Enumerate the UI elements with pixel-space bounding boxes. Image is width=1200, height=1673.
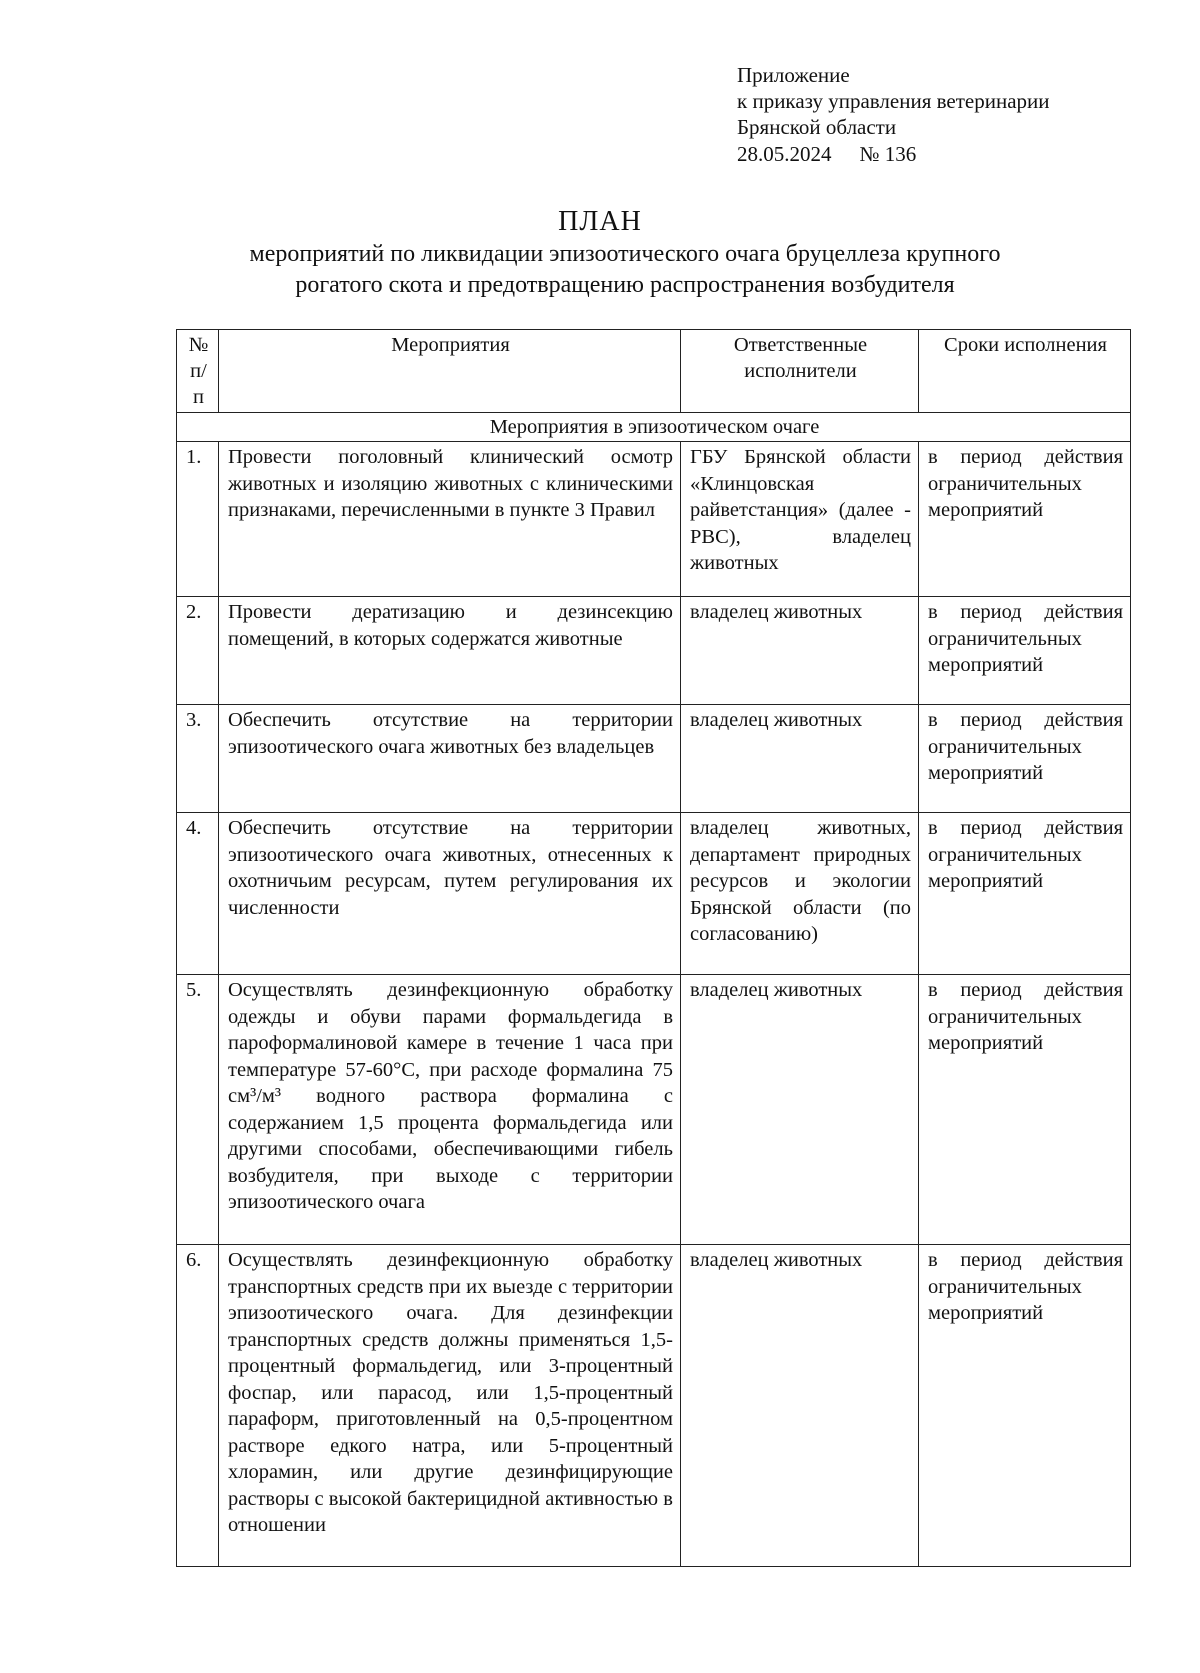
section-row [177,413,1131,442]
table-row [177,705,1131,813]
order-number: № 136 [859,142,917,166]
table-row [177,813,1131,975]
table-row [177,975,1131,1245]
appendix-line-3: Брянской области [737,115,897,139]
row-num: 6. [177,1245,219,1567]
page-subtitle [150,239,1100,301]
row-responsible: владелец животных [681,1245,919,1567]
appendix-line-1: Приложение [737,63,850,87]
row-deadline: в период действия ограничительных мероприятий [919,1245,1131,1567]
row-responsible: владелец животных, департамент природных ресурсов и экологии Брянской области (по согласованию) [681,813,919,975]
row-activity: Осуществлять дезинфекционную обработку транспортных средств при их выезде с территории эпизоотического очага. Для дезинфекции транспортных средств должны применяться 1,5-процентный формальдегид, или 3-процентный фоспар, или парасод, или 1,5-процентный параформ, приготовленный на 0,5-процентном растворе едкого натра, или 5-процентный хлорамин, или другие дезинфицирующие растворы с высокой бактерицидной активностью в отношении [219,1245,681,1567]
table-row [177,597,1131,705]
table-row [177,442,1131,597]
row-activity: Провести поголовный клинический осмотр животных и изоляцию животных с клиническими признаками, перечисленными в пункте 3 Правил [219,442,681,597]
table-row [177,1245,1131,1567]
appendix-line-2: к приказу управления ветеринарии [737,89,1050,113]
header-num: № п/п [177,330,219,413]
row-num: 2. [177,597,219,705]
order-date: 28.05.2024 [737,142,832,166]
row-activity: Обеспечить отсутствие на территории эпизоотического очага животных без владельцев [219,705,681,813]
section-title: Мероприятия в эпизоотическом очаге [177,413,1131,442]
row-activity: Осуществлять дезинфекционную обработку одежды и обуви парами формальдегида в пароформалиновой камере в течение 1 часа при температуре 57-60°С, при расходе формалина 75 см³/м³ водного раствора формалина с содержанием 1,5 процента формальдегида или другими способами, обеспечивающими гибель возбудителя, при выходе с территории эпизоотического очага [219,975,681,1245]
plan-table [176,329,1131,1567]
row-deadline: в период действия ограничительных мероприятий [919,597,1131,705]
header-activity: Мероприятия [219,330,681,413]
row-deadline: в период действия ограничительных мероприятий [919,442,1131,597]
subtitle-line-2: рогатого скота и предотвращению распространения возбудителя [295,272,955,298]
subtitle-line-1: мероприятий по ликвидации эпизоотического очага бруцеллеза крупного [249,241,1001,267]
row-responsible: ГБУ Брянской области «Клинцовская райветстанция» (далее - РВС), владелец животных [681,442,919,597]
row-deadline: в период действия ограничительных мероприятий [919,705,1131,813]
row-num: 1. [177,442,219,597]
row-deadline: в период действия ограничительных мероприятий [919,975,1131,1245]
header-responsible: Ответственные исполнители [681,330,919,413]
row-responsible: владелец животных [681,597,919,705]
page-title: ПЛАН [558,206,642,237]
row-num: 3. [177,705,219,813]
row-num: 4. [177,813,219,975]
table-header-row [177,330,1131,413]
appendix-block [737,62,1050,167]
row-activity: Провести дератизацию и дезинсекцию помещений, в которых содержатся животные [219,597,681,705]
row-responsible: владелец животных [681,705,919,813]
row-activity: Обеспечить отсутствие на территории эпизоотического очага животных, отнесенных к охотничьим ресурсам, путем регулирования их численности [219,813,681,975]
row-deadline: в период действия ограничительных мероприятий [919,813,1131,975]
appendix-date-line [737,141,1050,167]
header-deadline: Сроки исполнения [919,330,1131,413]
row-num: 5. [177,975,219,1245]
row-responsible: владелец животных [681,975,919,1245]
